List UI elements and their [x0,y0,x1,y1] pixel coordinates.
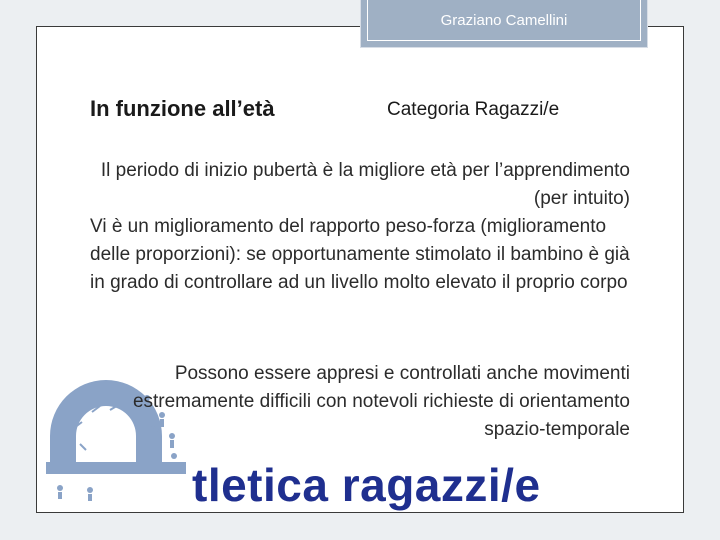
author-name: Graziano Camellini [440,12,568,29]
footer-title: tletica ragazzi/e [192,459,541,511]
paragraph-2: Vi è un miglioramento del rapporto peso-forza (miglioramento delle proporzioni): se opportunamente stimolato il bambino è già in grado di controllare ad un livello molto elevato il proprio corpo [90,216,630,293]
category-title: Categoria Ragazzi/e [387,99,560,120]
header-tab [360,0,648,48]
slide-title: In funzione all’età [90,96,275,121]
paragraph-1: Il periodo di inizio pubertà è la migliore età per l’apprendimento (per intuito) [100,160,630,209]
paragraph-3: Possono essere appresi e controllati anche movimenti estremamente difficili con notevoli richieste di orientamento spazio-temporale [132,363,630,440]
